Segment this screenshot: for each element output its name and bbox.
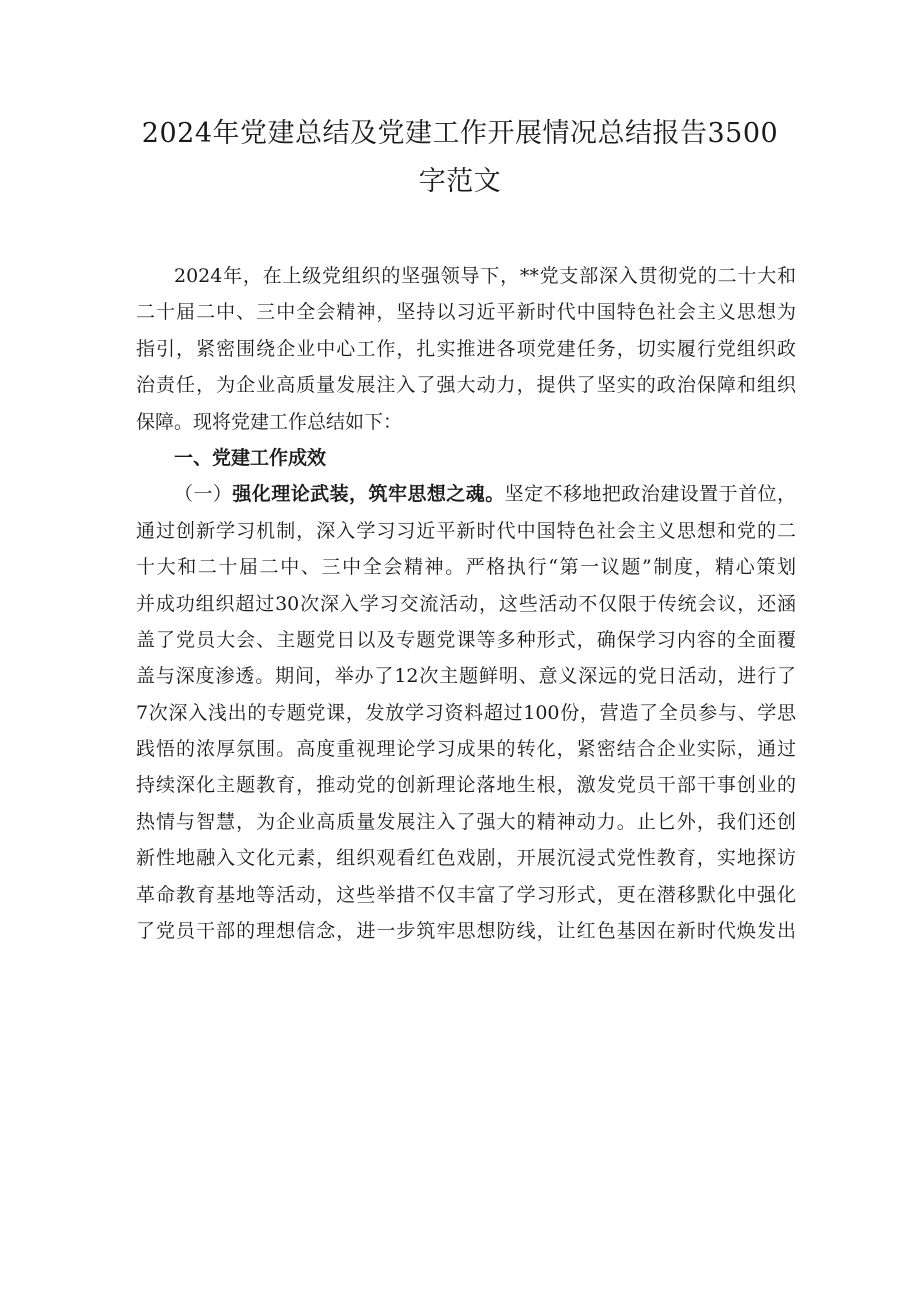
paragraph-line: 革命教育基地等活动，这些举措不仅丰富了学习形式，更在潜移默化中强化: [136, 883, 796, 906]
paragraph-line: 通过创新学习机制，深入学习习近平新时代中国特色社会主义思想和党的二: [136, 519, 796, 542]
subsection-text: 坚定不移地把政治建设置于首位，: [504, 483, 796, 506]
section-heading: 一、党建工作成效: [174, 446, 327, 469]
intro-line: 2024年，在上级党组织的坚强领导下，**党支部深入贯彻党的二十大和: [174, 265, 796, 287]
paragraph-line: 新性地融入文化元素，组织观看红色戏剧，开展沉浸式党性教育，实地探访: [136, 847, 796, 870]
subsection-label: （一）: [174, 483, 233, 506]
paragraph-line: 盖了党员大会、主题党日以及专题党课等多种形式，确保学习内容的全面覆: [136, 628, 796, 651]
paragraph-line: 7次深入浅出的专题党课，发放学习资料超过100份，营造了全员参与、学思: [136, 701, 796, 724]
title-line-1: 2024年党建总结及党建工作开展情况总结报告3500: [141, 118, 779, 149]
intro-line: 保障。现将党建工作总结如下：: [136, 410, 403, 433]
intro-line: 二十届二中、三中全会精神，坚持以习近平新时代中国特色社会主义思想为: [136, 301, 796, 324]
paragraph-line: 并成功组织超过30次深入学习交流活动，这些活动不仅限于传统会议，还涵: [136, 592, 796, 615]
subsection-first-line: [136, 476, 796, 512]
document-title: [140, 110, 780, 206]
paragraph-line: 持续深化主题教育，推动党的创新理论落地生根，激发党员干部干事创业的: [136, 774, 796, 797]
paragraph-line: 热情与智慧，为企业高质量发展注入了强大的精神动力。止匕外，我们还创: [136, 810, 796, 833]
paragraph-line: 了党员干部的理想信念，进一步筑牢思想防线，让红色基因在新时代焕发出: [136, 920, 796, 943]
paragraph-line: 盖与深度渗透。期间，举办了12次主题鲜明、意义深远的党日活动，进行了: [136, 665, 796, 688]
paragraph-line: 十大和二十届二中、三中全会精神。严格执行“第一议题”制度，精心策划: [136, 556, 796, 579]
intro-line: 指引，紧密围绕企业中心工作，扎实推进各项党建任务，切实履行党组织政: [136, 337, 796, 360]
document-body: [136, 258, 796, 949]
paragraph-line: 践悟的浓厚氛围。高度重视理论学习成果的转化，紧密结合企业实际，通过: [136, 738, 796, 761]
title-line-2: 字范文: [418, 166, 502, 197]
subsection-heading: 强化理论武装，筑牢思想之魂。: [232, 483, 505, 506]
intro-line: 治责任，为企业高质量发展注入了强大动力，提供了坚实的政治保障和组织: [136, 374, 796, 397]
